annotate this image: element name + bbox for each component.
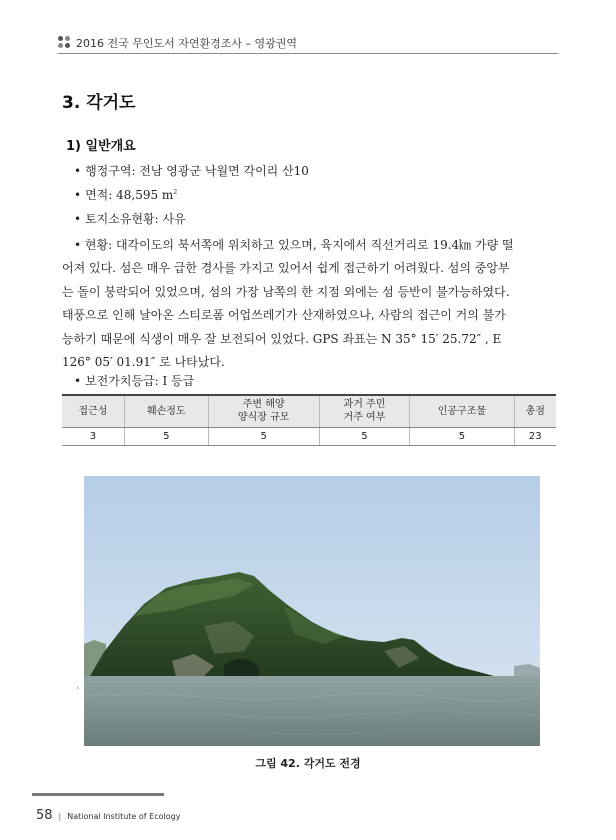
bullet-ownership <box>74 210 186 227</box>
bullet-area <box>74 186 177 203</box>
bullet-grade-text: 보전가치등급: I 등급 <box>85 374 195 388</box>
page-number: 58 <box>36 808 53 823</box>
status-line: 능하기 때문에 식생이 매우 잘 보전되어 있었다. GPS 좌표는 N 35° 15′ 25.72″ , E <box>62 331 502 346</box>
table-header-cell: 훼손정도 <box>124 395 208 427</box>
bullet-grade <box>74 372 194 389</box>
bullet-dot-icon: • <box>74 164 82 178</box>
figure-caption: 그림 42. 각거도 전경 <box>255 757 361 770</box>
subsection-title: 1) 일반개요 <box>66 139 136 154</box>
page-footer <box>36 804 180 823</box>
bullet-dot-icon: • <box>74 374 82 388</box>
table-cell: 5 <box>124 427 208 445</box>
table-header-row <box>62 395 556 427</box>
table-cell: 5 <box>319 427 410 445</box>
bullet-area-text: 면적: 48,595 m <box>85 188 174 202</box>
table-cell: 23 <box>514 427 556 445</box>
table-cell: 5 <box>410 427 514 445</box>
footer-separator: | <box>58 812 62 821</box>
bullet-ownership-text: 토지소유현황: 사유 <box>85 212 186 226</box>
bullet-dot-icon: • <box>74 238 85 252</box>
conservation-value-table <box>62 394 556 446</box>
bullet-dot-icon: • <box>74 212 82 226</box>
header-rule <box>58 53 558 54</box>
header-text: 2016 전국 무인도서 자연환경조사 – 영광권역 <box>76 37 297 50</box>
table-row <box>62 427 556 445</box>
footer-institute: National Institute of Ecology <box>67 812 181 821</box>
figure-mark: ` <box>76 688 81 698</box>
island-photo-drawing <box>84 476 540 746</box>
table-header-cell: 과거 주민 거주 여부 <box>319 395 410 427</box>
section-title: 3. 각거도 <box>62 93 136 113</box>
status-line: 태풍으로 인해 날아온 스티로폼 어업쓰레기가 산재하였으나, 사람의 접근이 거의 불가 <box>62 308 506 323</box>
status-line: 는 돌이 붕락되어 있었으며, 섬의 가장 남쪽의 한 지점 외에는 섬 등반이 불가능하였다. <box>62 284 510 299</box>
status-line: 어져 있다. 섬은 매우 급한 경사를 가지고 있어서 쉽게 접근하기 어려웠다. 섬의 중앙부 <box>62 261 510 276</box>
status-paragraph <box>62 234 556 374</box>
table-cell: 3 <box>62 427 124 445</box>
status-line: • 현황: 대각이도의 북서쪽에 위치하고 있으며, 육지에서 직선거리로 19.4㎞ 가량 떨 <box>74 238 514 252</box>
island-photo <box>84 476 540 746</box>
header-dots-icon <box>58 36 71 49</box>
footer-bar <box>32 793 164 796</box>
status-line: 126° 05′ 01.91″ 로 나타났다. <box>62 354 225 369</box>
table-cell: 5 <box>208 427 319 445</box>
table-header-cell: 인공구조물 <box>410 395 514 427</box>
bullet-admin <box>74 162 309 179</box>
table-header-cell: 주변 해양 양식장 규모 <box>208 395 319 427</box>
bullet-admin-text: 행정구역: 전남 영광군 낙월면 각이리 산10 <box>85 164 309 178</box>
running-header <box>58 32 558 52</box>
table-header-cell: 총점 <box>514 395 556 427</box>
table-header-cell: 접근성 <box>62 395 124 427</box>
bullet-dot-icon: • <box>74 188 82 202</box>
bullet-area-sup: 2 <box>173 189 178 196</box>
